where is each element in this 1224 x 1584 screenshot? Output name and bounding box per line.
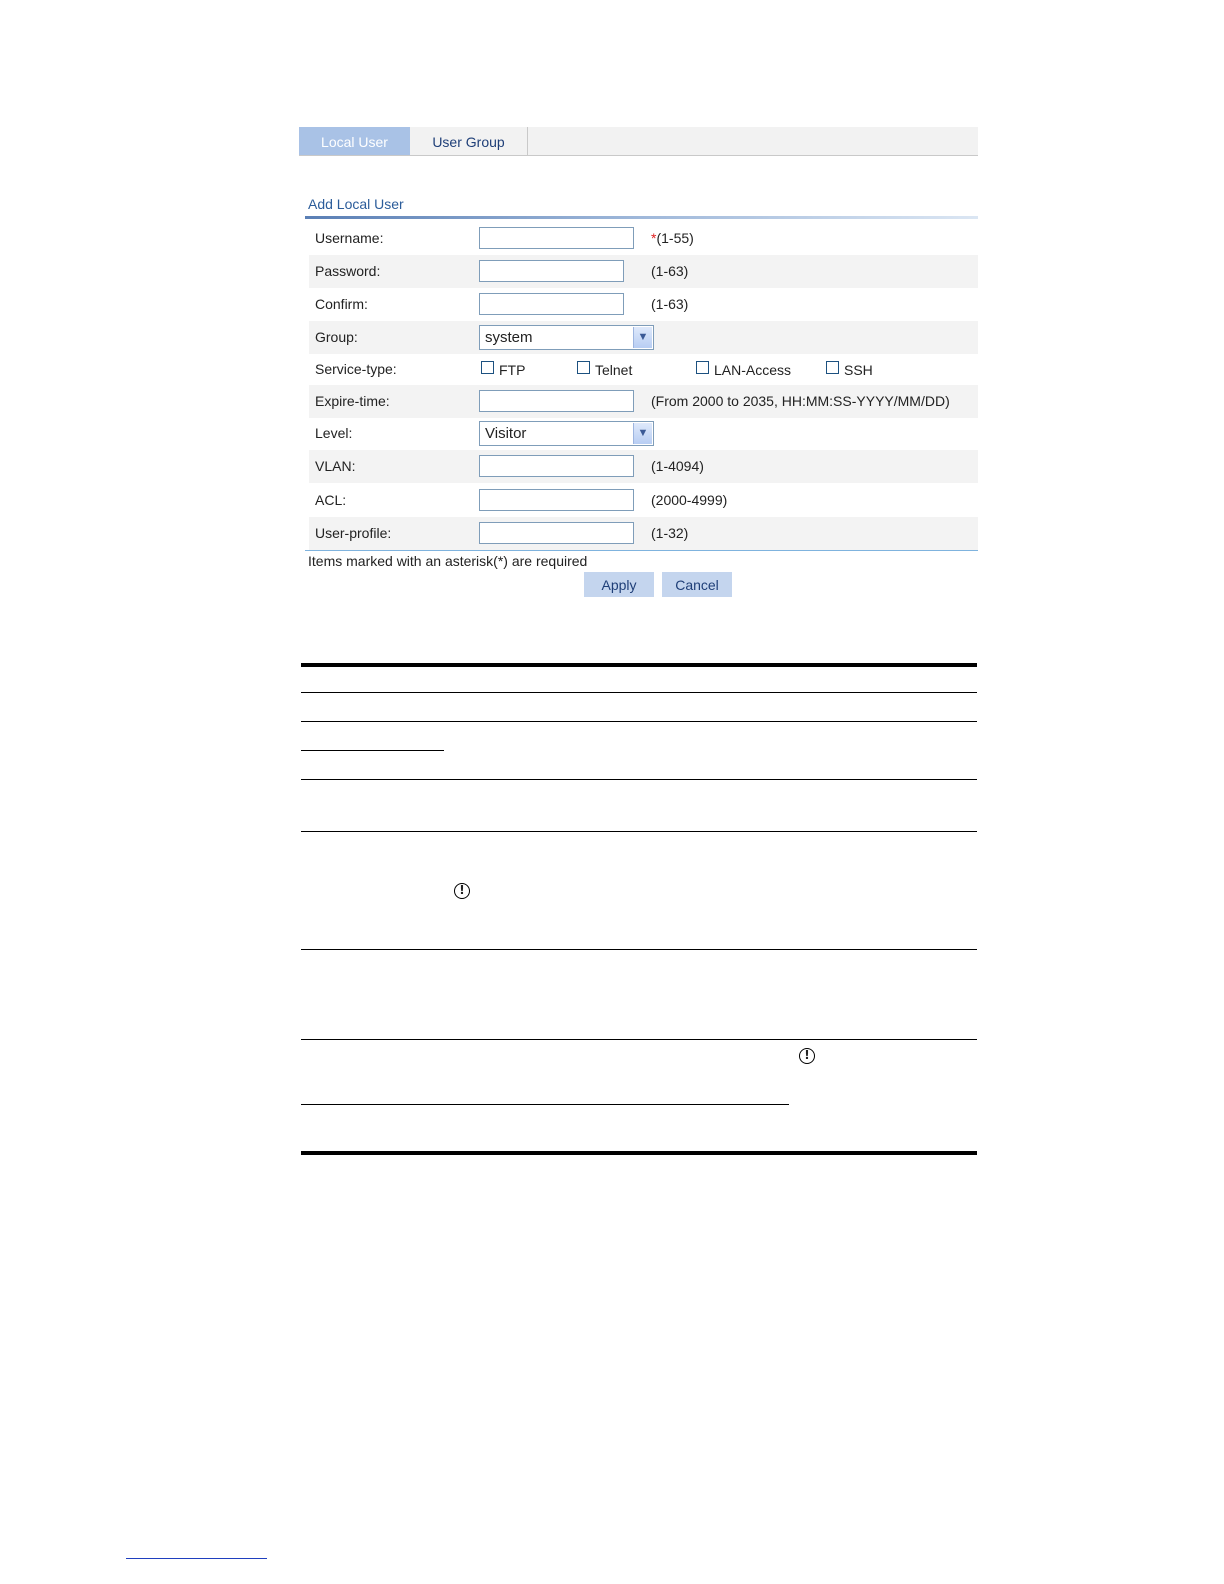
tab-local-user[interactable]: Local User bbox=[299, 127, 410, 155]
level-row bbox=[309, 417, 978, 450]
group-select[interactable] bbox=[479, 325, 654, 350]
username-row bbox=[309, 222, 978, 255]
vlan-row bbox=[309, 450, 978, 483]
ftp-label: FTP bbox=[499, 362, 526, 378]
password-label: Password: bbox=[315, 263, 381, 279]
user-profile-row bbox=[309, 517, 978, 550]
expire-time-row bbox=[309, 385, 978, 418]
username-range: (1-55) bbox=[656, 230, 694, 246]
table-row-rule bbox=[301, 1039, 977, 1040]
required-note: Items marked with an asterisk(*) are required bbox=[308, 553, 588, 569]
user-profile-hint: (1-32) bbox=[651, 525, 689, 541]
group-row bbox=[309, 321, 978, 354]
chevron-down-icon[interactable]: ▼ bbox=[633, 327, 652, 348]
vlan-label: VLAN: bbox=[315, 458, 356, 474]
service-type-label: Service-type: bbox=[315, 361, 397, 377]
service-type-row bbox=[309, 353, 978, 386]
confirm-input[interactable] bbox=[479, 293, 624, 315]
expire-time-label: Expire-time: bbox=[315, 393, 390, 409]
level-select[interactable] bbox=[479, 421, 654, 446]
ftp-checkbox[interactable] bbox=[481, 361, 494, 374]
user-profile-input[interactable] bbox=[479, 522, 634, 544]
table-row-rule bbox=[301, 949, 977, 950]
table-row-rule bbox=[301, 721, 977, 722]
warning-icon: ! bbox=[454, 883, 470, 899]
lan-access-label: LAN-Access bbox=[714, 362, 792, 378]
section-title: Add Local User bbox=[308, 196, 404, 212]
expire-time-input[interactable] bbox=[479, 390, 634, 412]
required-asterisk: * bbox=[651, 230, 657, 246]
confirm-label: Confirm: bbox=[315, 296, 368, 312]
chevron-down-icon[interactable]: ▼ bbox=[633, 423, 652, 444]
password-input[interactable] bbox=[479, 260, 624, 282]
user-profile-label: User-profile: bbox=[315, 525, 392, 541]
table-partial-rule bbox=[301, 750, 444, 751]
lan-access-checkbox[interactable] bbox=[696, 361, 709, 374]
section-divider bbox=[305, 216, 978, 219]
vlan-hint: (1-4094) bbox=[651, 458, 704, 474]
password-row bbox=[309, 255, 978, 288]
tab-user-group[interactable]: User Group bbox=[410, 127, 528, 155]
vlan-input[interactable] bbox=[479, 455, 634, 477]
tab-bar bbox=[299, 127, 978, 156]
table-row-rule bbox=[301, 779, 977, 780]
warning-icon: ! bbox=[799, 1048, 815, 1064]
footnote-link-underline bbox=[126, 1558, 267, 1559]
ssh-label: SSH bbox=[844, 362, 873, 378]
acl-row bbox=[309, 484, 978, 517]
form-bottom-divider bbox=[305, 550, 978, 551]
table-row-rule bbox=[301, 831, 977, 832]
level-label: Level: bbox=[315, 425, 353, 441]
group-selected-value: system bbox=[485, 329, 533, 346]
username-hint bbox=[651, 222, 694, 255]
confirm-row bbox=[309, 288, 978, 321]
ssh-checkbox[interactable] bbox=[826, 361, 839, 374]
level-selected-value: Visitor bbox=[485, 425, 527, 442]
username-label: Username: bbox=[315, 230, 384, 246]
acl-input[interactable] bbox=[479, 489, 634, 511]
table-partial-rule bbox=[301, 1104, 789, 1105]
group-label: Group: bbox=[315, 329, 358, 345]
expire-time-hint: (From 2000 to 2035, HH:MM:SS-YYYY/MM/DD) bbox=[651, 393, 950, 409]
table-top-rule bbox=[301, 663, 977, 667]
table-header-rule bbox=[301, 692, 977, 693]
telnet-checkbox[interactable] bbox=[577, 361, 590, 374]
table-bottom-rule bbox=[301, 1151, 977, 1155]
cancel-button[interactable]: Cancel bbox=[662, 572, 732, 597]
acl-label: ACL: bbox=[315, 492, 347, 508]
password-hint: (1-63) bbox=[651, 263, 689, 279]
apply-button[interactable]: Apply bbox=[584, 572, 654, 597]
confirm-hint: (1-63) bbox=[651, 296, 689, 312]
acl-hint: (2000-4999) bbox=[651, 492, 728, 508]
username-input[interactable] bbox=[479, 227, 634, 249]
telnet-label: Telnet bbox=[595, 362, 633, 378]
